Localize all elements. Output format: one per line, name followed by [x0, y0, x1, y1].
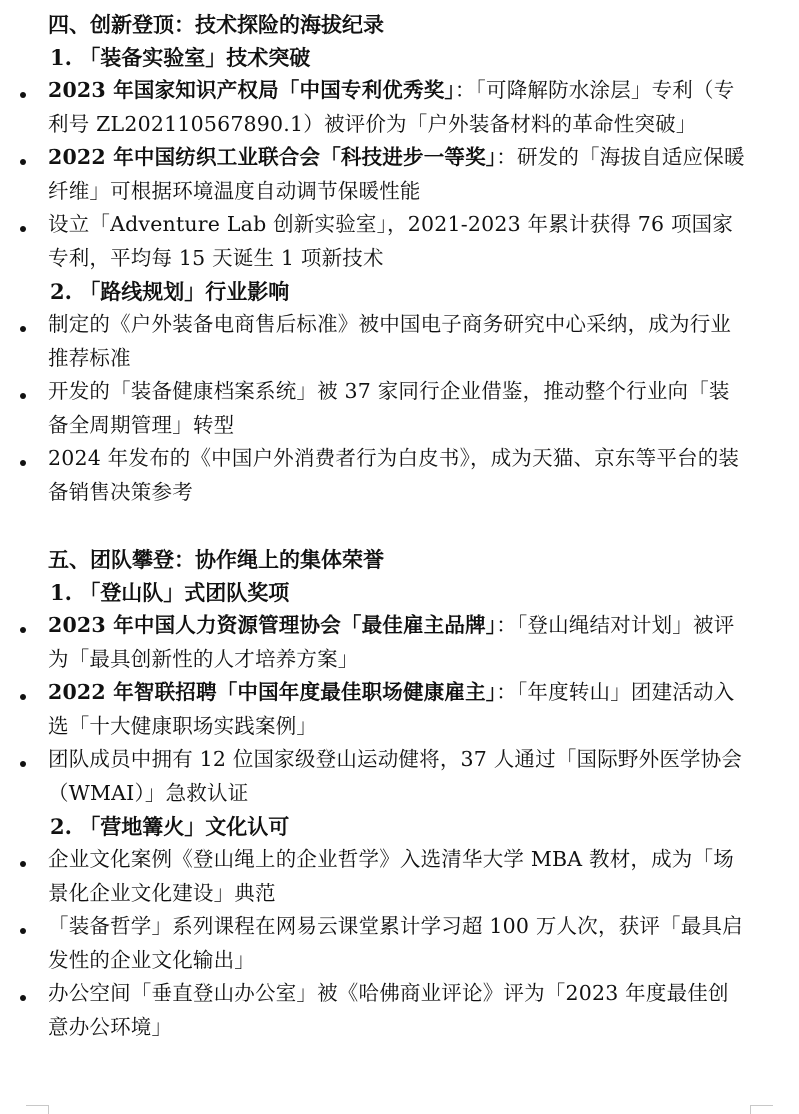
page-corner-mark-left [26, 1105, 49, 1114]
section-heading-team: 五、团队攀登：协作绳上的集体荣誉 [48, 547, 384, 572]
item-text: 开发的「装备健康档案系统」被 37 家同行企业借鉴，推动整个行业向「装备全周期管理」转型 [48, 379, 730, 437]
bullet-icon [20, 208, 28, 242]
list-item [48, 208, 748, 275]
bullet-icon [20, 308, 28, 342]
item-text: 制定的《户外装备电商售后标准》被中国电子商务研究中心采纳，成为行业推荐标准 [48, 312, 732, 370]
award-detail: ：「年度转山」团建活动入选「十大健康职场实践案例」 [48, 680, 735, 738]
list-item [48, 74, 748, 141]
section-heading-innovation: 四、创新登顶：技术探险的海拔纪录 [48, 12, 384, 37]
list-item [48, 843, 748, 910]
item-text: 设立「Adventure Lab 创新实验室」，2021-2023 年累计获得 76 项国家专利，平均每 15 天诞生 1 项新技术 [48, 212, 734, 270]
bullet-icon [20, 141, 28, 175]
bullet-icon [20, 74, 28, 108]
award-name: 2022 年中国纺织工业联合会「科技进步一等奖」 [48, 145, 497, 169]
bullet-list-culture [48, 843, 748, 1044]
subsection-heading-equipment-lab: 1. 「装备实验室」技术突破 [50, 45, 311, 70]
bullet-icon [20, 743, 28, 777]
award-detail: ：「登山绳结对计划」被评为「最具创新性的人才培养方案」 [48, 613, 735, 671]
item-text: 企业文化案例《登山绳上的企业哲学》入选清华大学 MBA 教材，成为「场景化企业文化建设」典范 [48, 847, 734, 905]
award-detail: ：「可降解防水涂层」专利（专利号 ZL202110567890.1）被评价为「户外装备材料的革命性突破」 [48, 78, 735, 136]
list-item [48, 609, 748, 676]
award-name: 2023 年中国人力资源管理协会「最佳雇主品牌」 [48, 613, 497, 637]
bullet-icon [20, 843, 28, 877]
list-item [48, 308, 748, 375]
bullet-icon [20, 977, 28, 1011]
bullet-icon [20, 442, 28, 476]
bullet-list-team-awards [48, 609, 748, 810]
bullet-icon [20, 609, 28, 643]
item-text: 2024 年发布的《中国户外消费者行为白皮书》，成为天猫、京东等平台的装备销售决策参考 [48, 446, 740, 504]
award-name: 2023 年国家知识产权局「中国专利优秀奖」 [48, 78, 455, 102]
bullet-icon [20, 375, 28, 409]
list-item [48, 375, 748, 442]
subsection-heading-culture: 2. 「营地篝火」文化认可 [50, 814, 290, 839]
subsection-heading-team-awards: 1. 「登山队」式团队奖项 [50, 580, 290, 605]
item-text: 「装备哲学」系列课程在网易云课堂累计学习超 100 万人次，获评「最具启发性的企业文化输出」 [48, 914, 743, 972]
list-item [48, 910, 748, 977]
list-item [48, 442, 748, 509]
page-corner-mark-right [750, 1105, 773, 1114]
bullet-icon [20, 676, 28, 710]
bullet-list-route-planning [48, 308, 748, 509]
document-body [48, 8, 748, 1044]
list-item [48, 977, 748, 1044]
award-name: 2022 年智联招聘「中国年度最佳职场健康雇主」 [48, 680, 497, 704]
list-item [48, 743, 748, 810]
item-text: 办公空间「垂直登山办公室」被《哈佛商业评论》评为「2023 年度最佳创意办公环境」 [48, 981, 729, 1039]
list-item [48, 141, 748, 208]
award-detail: ：研发的「海拔自适应保暖纤维」可根据环境温度自动调节保暖性能 [48, 145, 745, 203]
list-item [48, 676, 748, 743]
item-text: 团队成员中拥有 12 位国家级登山运动健将，37 人通过「国际野外医学协会（WMAI）」急救认证 [48, 747, 743, 805]
bullet-icon [20, 910, 28, 944]
bullet-list-equipment-lab [48, 74, 748, 275]
section-spacer [48, 509, 748, 543]
subsection-heading-route-planning: 2. 「路线规划」行业影响 [50, 279, 290, 304]
